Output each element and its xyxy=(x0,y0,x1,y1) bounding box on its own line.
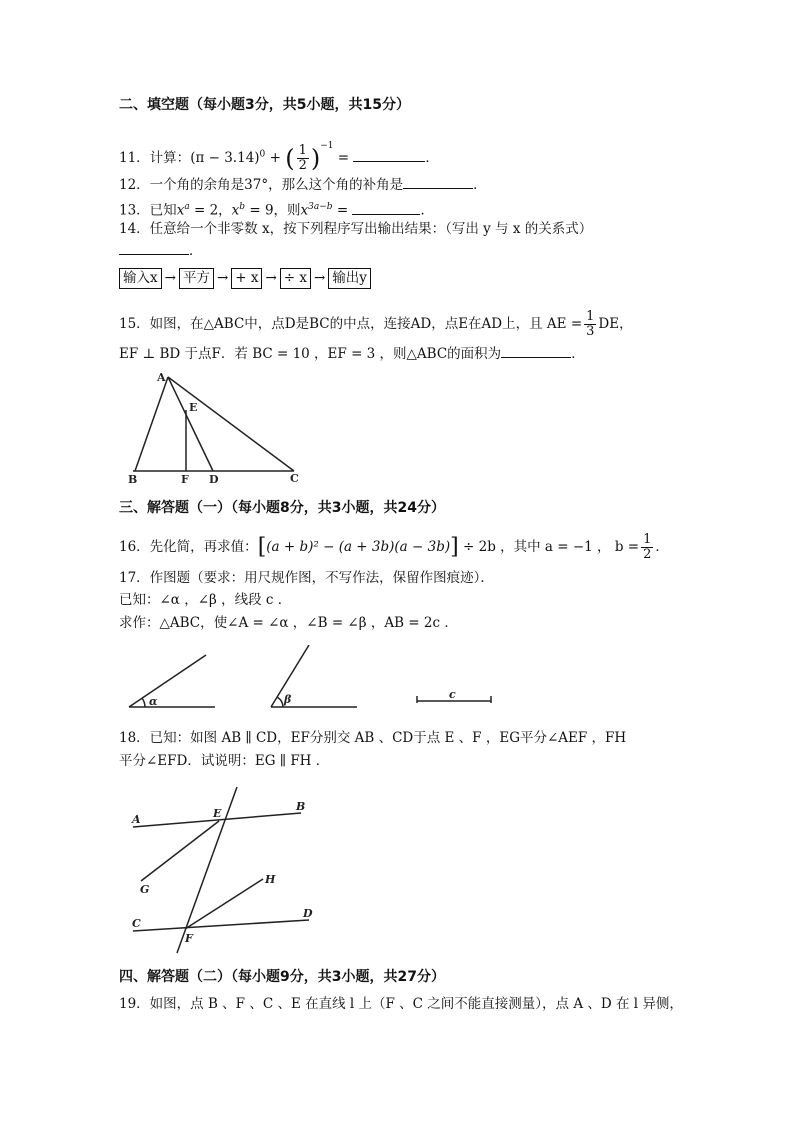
flow-box-input: 输入x xyxy=(119,268,162,289)
label-beta: β xyxy=(284,693,292,706)
q15-answer-blank[interactable] xyxy=(501,345,571,358)
label-e: E xyxy=(213,807,222,820)
q12-end: ． xyxy=(473,177,487,193)
label-a: A xyxy=(157,371,166,384)
flow-box-plus-x: + x xyxy=(231,268,262,289)
q16-frac-num: 1 xyxy=(643,532,652,547)
q15-end: ． xyxy=(571,346,585,362)
label-c: c xyxy=(449,688,456,701)
q14-flowchart xyxy=(119,268,371,289)
question-18-line1: 18．已知：如图 AB ∥ CD，EF分别交 AB 、CD于点 E 、F ，EG平分∠AEF ，FH xyxy=(119,730,627,746)
section-2-title: 二、填空题（每小题3分，共5小题，共15分） xyxy=(119,97,410,113)
q15-frac-den: 3 xyxy=(586,324,595,339)
section-3-title: 三、解答题（一）（每小题8分，共3小题，共24分） xyxy=(119,500,445,516)
question-12 xyxy=(119,176,487,194)
label-d: D xyxy=(209,473,219,485)
label-f: F xyxy=(185,932,193,945)
ray-fh xyxy=(185,879,263,929)
label-f: F xyxy=(181,473,189,485)
flow-arrow-icon: → xyxy=(164,270,176,286)
label-g: G xyxy=(140,883,150,896)
q11-fraction xyxy=(297,144,309,173)
q14-end: ． xyxy=(189,243,203,259)
q16-end: ． xyxy=(655,539,669,555)
q13-answer-blank[interactable] xyxy=(352,202,420,215)
q16-fraction xyxy=(641,533,653,562)
label-h: H xyxy=(265,873,276,886)
flow-arrow-icon: → xyxy=(314,270,326,286)
q13-prefix: 13．已知 xyxy=(119,202,177,219)
question-16 xyxy=(119,533,669,562)
label-b: B xyxy=(128,473,138,485)
label-a: A xyxy=(132,813,141,826)
q13-eq3: = xyxy=(332,202,353,219)
q15-fraction xyxy=(584,310,596,339)
angle-alpha-ray xyxy=(129,655,206,707)
flow-arrow-icon: → xyxy=(265,270,277,286)
q11-frac-num: 1 xyxy=(298,143,307,158)
q16-prefix: 16．先化简，再求值： xyxy=(119,539,258,555)
section-4-title: 四、解答题（二）（每小题9分，共3小题，共27分） xyxy=(119,969,445,985)
segment-ad xyxy=(168,377,213,471)
q11-answer-blank[interactable] xyxy=(353,149,425,162)
question-14: 14．任意给一个非零数 x，按下列程序写出输出结果：（写出 y 与 x 的关系式） xyxy=(119,221,593,237)
q11-exponent-zero: 0 xyxy=(259,149,266,160)
q15-line1b: DE， xyxy=(598,316,633,332)
flow-box-square: 平方 xyxy=(179,268,214,289)
q11-exponent-neg1: −1 xyxy=(320,141,334,151)
flow-arrow-icon: → xyxy=(216,270,229,286)
question-15-line1 xyxy=(119,310,633,339)
label-b: B xyxy=(296,800,306,813)
ray-eg xyxy=(141,821,219,881)
q16-frac-den: 2 xyxy=(643,547,652,562)
label-c: C xyxy=(290,472,299,485)
question-17-line1: 17．作图题（要求：用尺规作图，不写作法，保留作图痕迹）． xyxy=(119,570,494,586)
q13-eq1: = 2， xyxy=(189,202,232,219)
line-cd xyxy=(133,920,309,931)
figure-15-triangle xyxy=(119,370,319,485)
q16-expression: (a + b)² − (a + 3b)(a − 3b) xyxy=(266,539,451,555)
flow-box-output: 输出y xyxy=(328,268,371,289)
q13-x1: x xyxy=(176,202,185,219)
q11-equals: = xyxy=(333,150,354,166)
question-19: 19．如图，点 B 、F 、C 、E 在直线 l 上（F 、C 之间不能直接测量），点 A 、D 在 l 异侧， xyxy=(119,996,683,1012)
segment-ac xyxy=(168,377,294,471)
q11-paren-open: ( xyxy=(285,144,295,173)
q13-x2: x xyxy=(231,202,240,219)
question-17-line2: 已知：∠α ，∠β ，线段 c ． xyxy=(119,592,292,608)
segment-ab xyxy=(135,377,168,471)
q13-eq2: = 9，则 xyxy=(245,202,301,219)
q13-x3: x xyxy=(300,202,309,219)
angle-beta-arc xyxy=(277,697,283,707)
q14-answer-blank[interactable] xyxy=(119,242,189,255)
q12-answer-blank[interactable] xyxy=(403,176,473,189)
q11-label: 11．计算： xyxy=(119,150,191,166)
q13-exp-a: a xyxy=(184,202,190,212)
question-15-line2 xyxy=(119,345,585,363)
q15-line1a: 15．如图，在△ABC中，点D是BC的中点，连接AD，点E在AD上，且 AE = xyxy=(119,316,583,332)
q16-bracket-open: [ xyxy=(257,534,267,560)
q15-line2: EF ⊥ BD 于点F．若 BC = 10 ，EF = 3 ，则△ABC的面积为 xyxy=(119,346,502,362)
angle-alpha-arc xyxy=(142,698,145,707)
label-d: D xyxy=(303,907,313,920)
figure-17-given xyxy=(119,645,519,715)
label-c: C xyxy=(132,917,141,930)
q11-frac-den: 2 xyxy=(298,158,307,173)
label-e: E xyxy=(189,401,198,414)
question-18-line2: 平分∠EFD．试说明：EG ∥ FH ． xyxy=(119,753,330,769)
q11-plus: + xyxy=(265,150,286,166)
label-alpha: α xyxy=(149,695,158,708)
q13-end: ． xyxy=(420,202,434,219)
question-17-line3: 求作：△ABC，使∠A = ∠α ，∠B = ∠β ，AB = 2c ． xyxy=(119,615,458,631)
q16-div: ÷ 2b ，其中 a = −1 ， b = xyxy=(458,539,640,555)
q12-text: 12．一个角的余角是37°，那么这个角的补角是 xyxy=(119,177,404,193)
q14-answer-line xyxy=(119,242,203,260)
question-13 xyxy=(119,198,434,220)
q13-exp-b: b xyxy=(239,202,246,212)
figure-18-parallel-lines xyxy=(119,785,329,955)
q11-paren-close: ) xyxy=(310,144,321,173)
q16-bracket-close: ] xyxy=(450,534,459,560)
q11-end: ． xyxy=(425,150,439,166)
q15-frac-num: 1 xyxy=(586,309,595,324)
flow-box-div-x: ÷ x xyxy=(280,268,311,289)
question-11 xyxy=(119,137,439,173)
q11-pi-term: (π − 3.14) xyxy=(190,150,260,166)
q13-exp-3a-b: 3a−b xyxy=(308,202,333,212)
